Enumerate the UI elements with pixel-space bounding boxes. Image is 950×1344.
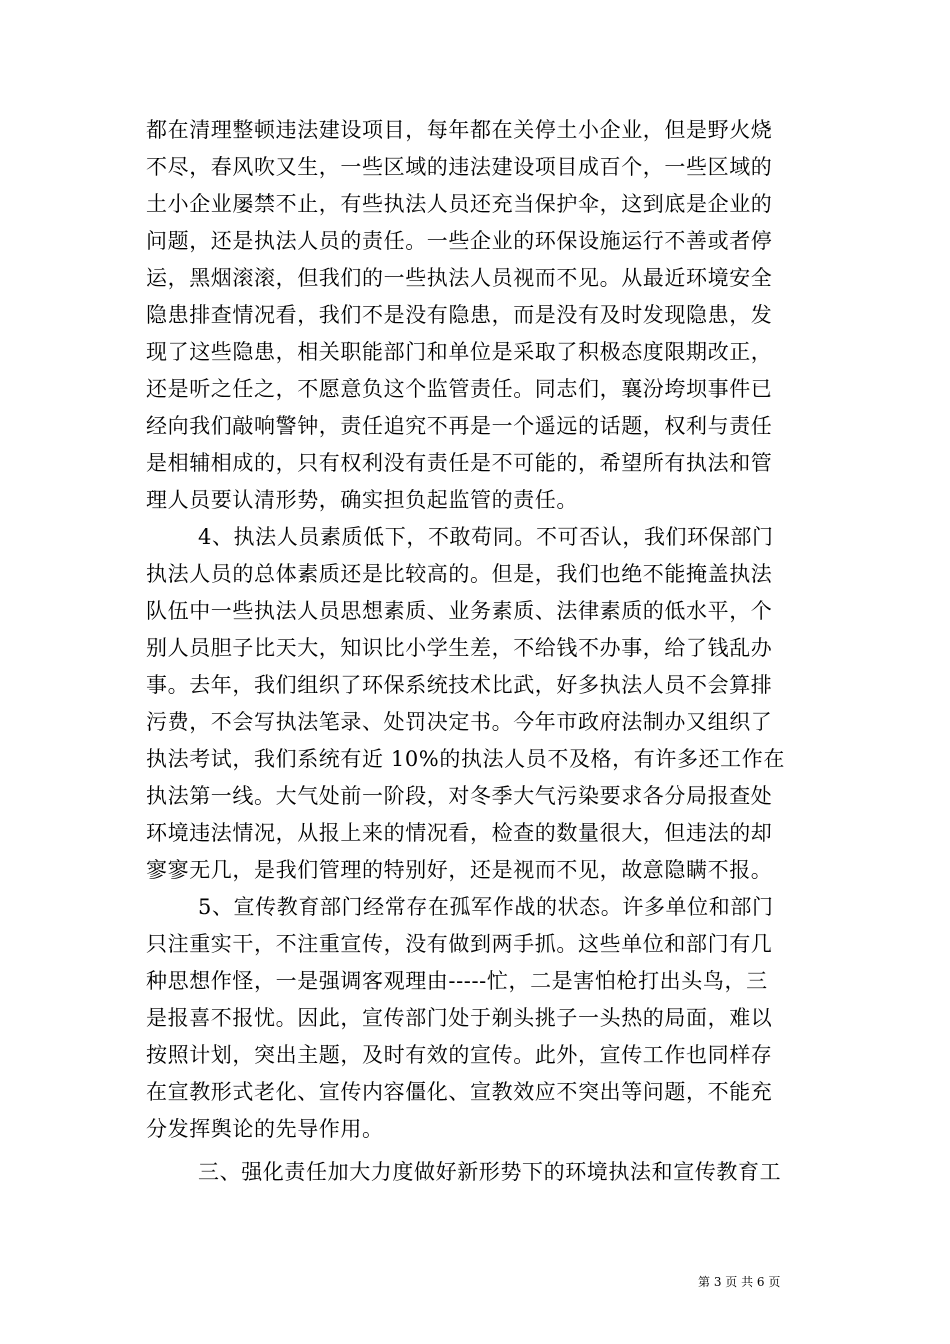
text-line: 是相辅相成的，只有权利没有责任是不可能的，希望所有执法和管	[146, 451, 773, 475]
text-line: 按照计划，突出主题，及时有效的宣传。此外，宣传工作也同样存	[146, 1043, 773, 1067]
text-line: 还是听之任之，不愿意负这个监管责任。同志们，襄汾垮坝事件已	[146, 377, 773, 401]
text-line: 在宣教形式老化、宣传内容僵化、宣教效应不突出等问题，不能充	[146, 1080, 773, 1104]
text-line: 现了这些隐患，相关职能部门和单位是采取了积极态度限期改正，	[146, 340, 773, 364]
text-line: 污费，不会写执法笔录、处罚决定书。今年市政府法制办又组织了	[146, 710, 773, 734]
text-line: 分发挥舆论的先导作用。	[146, 1117, 384, 1141]
text-line: 环境违法情况，从报上来的情况看，检查的数量很大，但违法的却	[146, 821, 773, 845]
text-line: 不尽，春风吹又生，一些区域的违法建设项目成百个，一些区域的	[146, 155, 773, 179]
paragraph-start-line: 5、宣传教育部门经常存在孤军作战的状态。许多单位和部门	[198, 895, 774, 919]
section-heading-line: 三、强化责任加大力度做好新形势下的环境执法和宣传教育工	[198, 1160, 782, 1184]
text-line: 土小企业屡禁不止，有些执法人员还充当保护伞，这到底是企业的	[146, 192, 773, 216]
text-line: 别人员胆子比天大，知识比小学生差，不给钱不办事，给了钱乱办	[146, 636, 773, 660]
paragraph-start-line: 4、执法人员素质低下，不敢苟同。不可否认，我们环保部门	[198, 525, 774, 549]
text-line: 隐患排查情况看，我们不是没有隐患，而是没有及时发现隐患，发	[146, 303, 773, 327]
text-line: 问题，还是执法人员的责任。一些企业的环保设施运行不善或者停	[146, 229, 773, 253]
text-line: 执法第一线。大气处前一阶段，对冬季大气污染要求各分局报查处	[146, 784, 773, 808]
text-line: 执法人员的总体素质还是比较高的。但是，我们也绝不能掩盖执法	[146, 562, 773, 586]
text-line: 运，黑烟滚滚，但我们的一些执法人员视而不见。从最近环境安全	[146, 266, 773, 290]
text-line: 是报喜不报忧。因此，宣传部门处于剃头挑子一头热的局面，难以	[146, 1006, 773, 1030]
text-line: 事。去年，我们组织了环保系统技术比武，好多执法人员不会算排	[146, 673, 773, 697]
text-line: 都在清理整顿违法建设项目，每年都在关停土小企业，但是野火烧	[146, 118, 773, 142]
page-number-footer: 第 3 页 共 6 页	[698, 1275, 781, 1289]
text-line: 种思想作怪，一是强调客观理由-----忙，二是害怕枪打出头鸟，三	[146, 969, 768, 993]
text-line: 经向我们敲响警钟，责任追究不再是一个遥远的话题，权利与责任	[146, 414, 773, 438]
text-line: 队伍中一些执法人员思想素质、业务素质、法律素质的低水平，个	[146, 599, 773, 623]
text-line: 执法考试，我们系统有近 10%的执法人员不及格，有许多还工作在	[146, 747, 785, 771]
document-body	[146, 112, 810, 1191]
text-line: 寥寥无几，是我们管理的特别好，还是视而不见，故意隐瞒不报。	[146, 858, 773, 882]
text-line: 只注重实干，不注重宣传，没有做到两手抓。这些单位和部门有几	[146, 932, 773, 956]
text-line: 理人员要认清形势，确实担负起监管的责任。	[146, 488, 578, 512]
